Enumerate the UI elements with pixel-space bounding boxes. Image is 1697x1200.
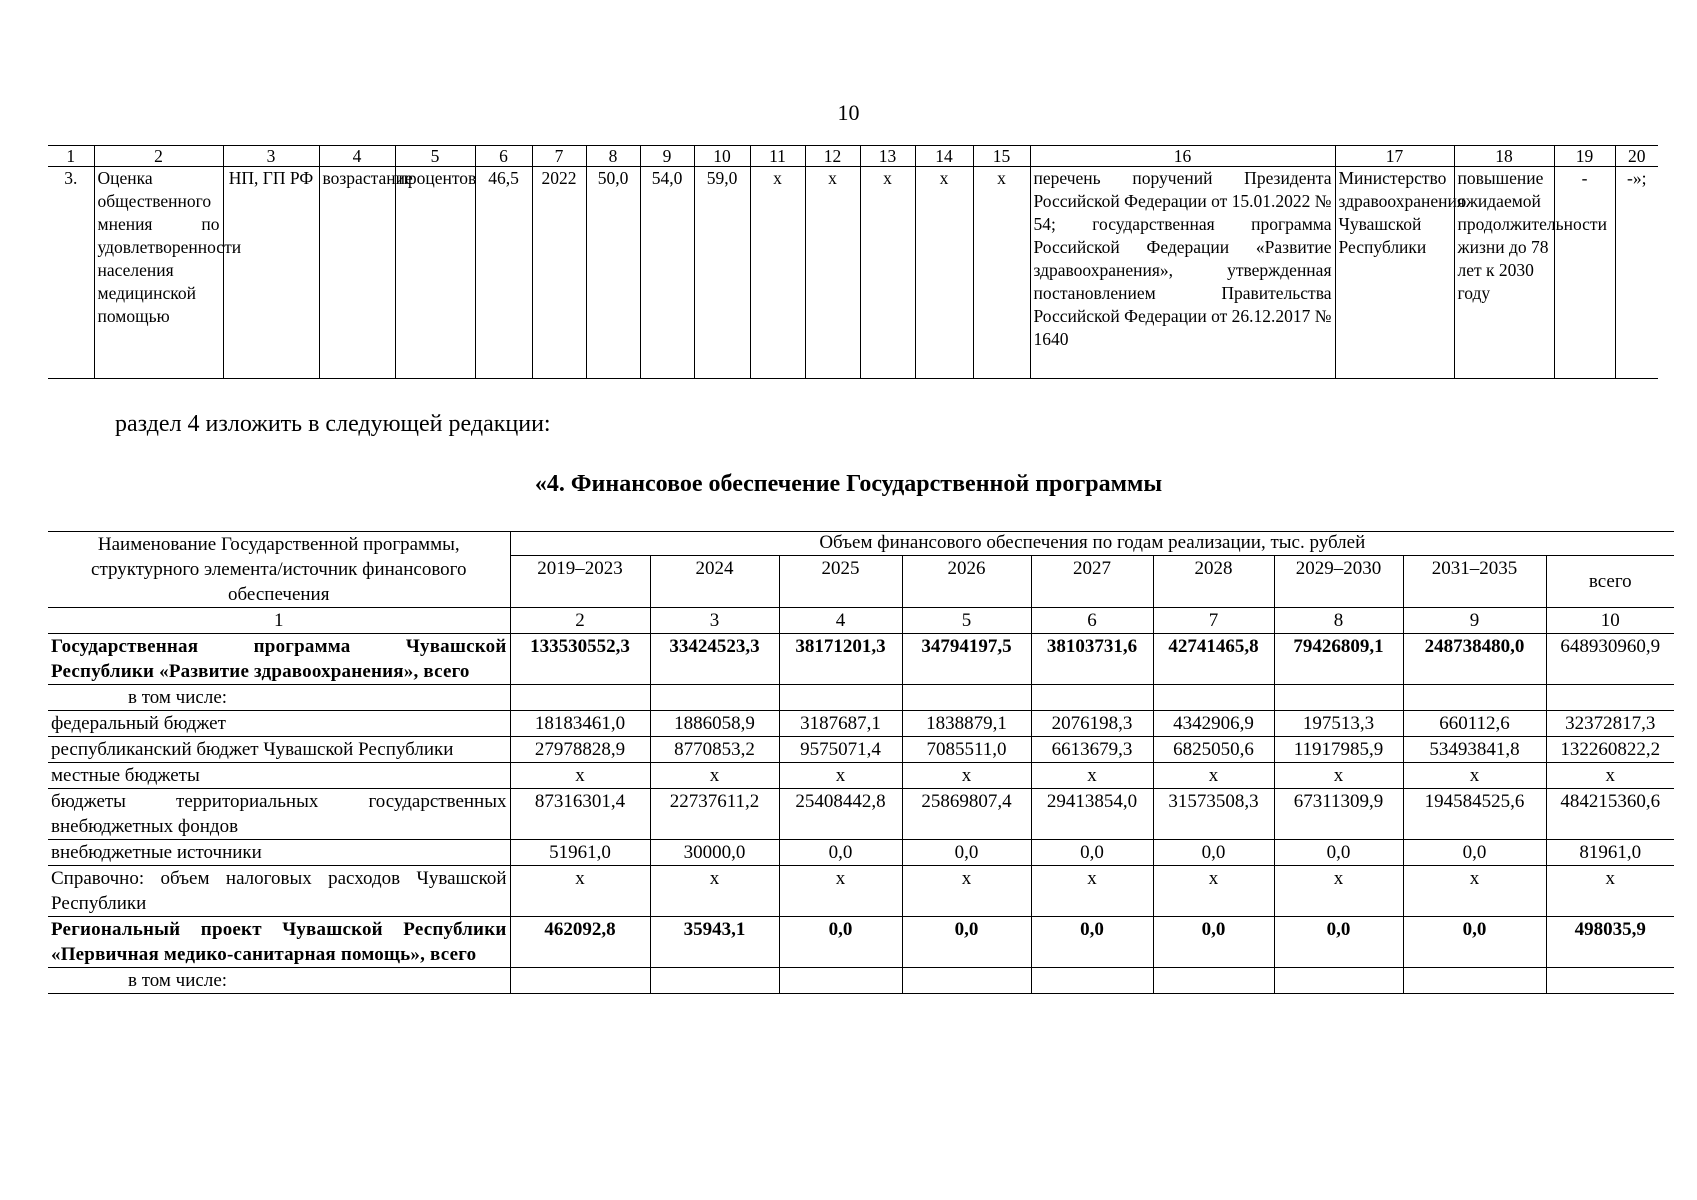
year-header: 2029–2030 bbox=[1274, 556, 1403, 608]
cell-value: 25408442,8 bbox=[779, 789, 902, 840]
cell-value: 1838879,1 bbox=[902, 711, 1031, 737]
cell-value bbox=[650, 685, 779, 711]
federal-budget-row bbox=[48, 711, 1674, 737]
cell-value: 0,0 bbox=[1031, 840, 1153, 866]
row-label: внебюджетные источники bbox=[48, 840, 510, 866]
col-number: 5 bbox=[395, 146, 475, 167]
col-19-value: - bbox=[1554, 167, 1615, 379]
financing-table bbox=[48, 531, 1674, 994]
extra-budget-row bbox=[48, 840, 1674, 866]
cell-value bbox=[779, 685, 902, 711]
col-number: 10 bbox=[1546, 608, 1674, 634]
col-number: 17 bbox=[1335, 146, 1454, 167]
indicator-direction: возрастание bbox=[319, 167, 395, 379]
cell-value: 29413854,0 bbox=[1031, 789, 1153, 840]
cell-value: 660112,6 bbox=[1403, 711, 1546, 737]
col-number: 2 bbox=[510, 608, 650, 634]
cell-value bbox=[1546, 685, 1674, 711]
col-number: 5 bbox=[902, 608, 1031, 634]
cell-value: 67311309,9 bbox=[1274, 789, 1403, 840]
cell-value: 32372817,3 bbox=[1546, 711, 1674, 737]
base-year: 2022 bbox=[532, 167, 586, 379]
col-number: 8 bbox=[586, 146, 640, 167]
group-header: Объем финансового обеспечения по годам реализации, тыс. рублей bbox=[510, 532, 1674, 556]
cell-value: 1886058,9 bbox=[650, 711, 779, 737]
basis-document: перечень поручений Президента Российской Федерации от 15.01.2022 № 54; государственная программа Российской Федерации «Развитие здравоохранения», утвержденная постановлением Правительства Российской Федерации от 26.12.2017 № 1640 bbox=[1030, 167, 1335, 379]
cell-value: 0,0 bbox=[1403, 840, 1546, 866]
value-2025: 59,0 bbox=[694, 167, 750, 379]
instruction-text: раздел 4 изложить в следующей редакции: bbox=[115, 411, 551, 437]
fin-header-row bbox=[48, 532, 1674, 556]
row-label: местные бюджеты bbox=[48, 763, 510, 789]
cell-value: 248738480,0 bbox=[1403, 634, 1546, 685]
program-total-row bbox=[48, 634, 1674, 685]
indicators-table bbox=[48, 145, 1658, 379]
cell-value: 7085511,0 bbox=[902, 737, 1031, 763]
col-number: 16 bbox=[1030, 146, 1335, 167]
indicator-unit: процентов bbox=[395, 167, 475, 379]
cell-value bbox=[902, 968, 1031, 994]
col-number: 13 bbox=[860, 146, 915, 167]
cell-value: x bbox=[902, 763, 1031, 789]
cell-value: 8770853,2 bbox=[650, 737, 779, 763]
cell-value bbox=[1153, 968, 1274, 994]
cell-value bbox=[510, 968, 650, 994]
section-title: «4. Финансовое обеспечение Государственной программы bbox=[534, 471, 1163, 497]
cell-value bbox=[1153, 685, 1274, 711]
cell-value: 33424523,3 bbox=[650, 634, 779, 685]
cell-value: 81961,0 bbox=[1546, 840, 1674, 866]
col-number: 20 bbox=[1615, 146, 1658, 167]
indicator-row bbox=[48, 167, 1658, 379]
tax-expenses-row bbox=[48, 866, 1674, 917]
cell-value: 3187687,1 bbox=[779, 711, 902, 737]
col-number: 1 bbox=[48, 146, 94, 167]
row-label: федеральный бюджет bbox=[48, 711, 510, 737]
cell-value bbox=[1403, 685, 1546, 711]
cell-value: 9575071,4 bbox=[779, 737, 902, 763]
cell-value: 0,0 bbox=[1274, 840, 1403, 866]
cell-value bbox=[650, 968, 779, 994]
col-number: 1 bbox=[48, 608, 510, 634]
cell-value: 53493841,8 bbox=[1403, 737, 1546, 763]
cell-value: x bbox=[1031, 866, 1153, 917]
cell-value: 0,0 bbox=[902, 840, 1031, 866]
col-number: 3 bbox=[223, 146, 319, 167]
indicator-source: НП, ГП РФ bbox=[223, 167, 319, 379]
col-number: 9 bbox=[640, 146, 694, 167]
cell-value bbox=[1274, 685, 1403, 711]
row-label: Региональный проект Чувашской Республики «Первичная медико-санитарная помощь», всего bbox=[48, 917, 510, 968]
cell-value bbox=[1031, 968, 1153, 994]
col-number: 9 bbox=[1403, 608, 1546, 634]
cell-value bbox=[1031, 685, 1153, 711]
year-header: 2031–2035 bbox=[1403, 556, 1546, 608]
cell-value: x bbox=[1546, 763, 1674, 789]
value-x: x bbox=[860, 167, 915, 379]
value-x: x bbox=[973, 167, 1030, 379]
goal-link: повышение ожидаемой продолжительности жизни до 78 лет к 2030 году bbox=[1454, 167, 1554, 379]
col-number: 18 bbox=[1454, 146, 1554, 167]
territorial-funds-row bbox=[48, 789, 1674, 840]
cell-value: x bbox=[1274, 763, 1403, 789]
cell-value: x bbox=[650, 763, 779, 789]
cell-value: 6613679,3 bbox=[1031, 737, 1153, 763]
cell-value: 498035,9 bbox=[1546, 917, 1674, 968]
row-label: Государственная программа Чувашской Республики «Развитие здравоохранения», всего bbox=[48, 634, 510, 685]
year-header: 2024 bbox=[650, 556, 779, 608]
cell-value: 30000,0 bbox=[650, 840, 779, 866]
col-number: 2 bbox=[94, 146, 223, 167]
col-number: 12 bbox=[805, 146, 860, 167]
cell-value: x bbox=[1153, 866, 1274, 917]
indicator-name: Оценка общественного мнения по удовлетворенности населения медицинской помощью bbox=[94, 167, 223, 379]
cell-value: x bbox=[1274, 866, 1403, 917]
cell-value: 462092,8 bbox=[510, 917, 650, 968]
fin-body bbox=[48, 634, 1674, 994]
cell-value: x bbox=[1031, 763, 1153, 789]
col-number: 4 bbox=[319, 146, 395, 167]
col-number: 10 bbox=[694, 146, 750, 167]
col-number: 6 bbox=[1031, 608, 1153, 634]
cell-value: x bbox=[510, 763, 650, 789]
cell-value: x bbox=[650, 866, 779, 917]
row-label: бюджеты территориальных государственных внебюджетных фондов bbox=[48, 789, 510, 840]
cell-value: 4342906,9 bbox=[1153, 711, 1274, 737]
row-label: Справочно: объем налоговых расходов Чувашской Республики bbox=[48, 866, 510, 917]
cell-value: 194584525,6 bbox=[1403, 789, 1546, 840]
row-label: в том числе: bbox=[48, 685, 510, 711]
cell-value bbox=[902, 685, 1031, 711]
cell-value: 0,0 bbox=[1031, 917, 1153, 968]
value-x: x bbox=[805, 167, 860, 379]
col-number: 4 bbox=[779, 608, 902, 634]
in-that-number-row bbox=[48, 968, 1674, 994]
cell-value: x bbox=[1546, 866, 1674, 917]
cell-value: 42741465,8 bbox=[1153, 634, 1274, 685]
cell-value: x bbox=[779, 866, 902, 917]
republic-budget-row bbox=[48, 737, 1674, 763]
cell-value: x bbox=[779, 763, 902, 789]
value-x: x bbox=[915, 167, 973, 379]
cell-value: 51961,0 bbox=[510, 840, 650, 866]
col-number: 15 bbox=[973, 146, 1030, 167]
cell-value bbox=[1546, 968, 1674, 994]
year-header: всего bbox=[1546, 556, 1674, 608]
col1-header: Наименование Государственной программы, структурного элемента/источник финансового обеспечения bbox=[48, 532, 510, 608]
cell-value: x bbox=[1403, 866, 1546, 917]
cell-value: 31573508,3 bbox=[1153, 789, 1274, 840]
year-header: 2028 bbox=[1153, 556, 1274, 608]
cell-value: 0,0 bbox=[1274, 917, 1403, 968]
cell-value: x bbox=[1153, 763, 1274, 789]
cell-value: 35943,1 bbox=[650, 917, 779, 968]
row-label: в том числе: bbox=[48, 968, 510, 994]
col-number: 8 bbox=[1274, 608, 1403, 634]
in-that-number-row bbox=[48, 685, 1674, 711]
col-number: 19 bbox=[1554, 146, 1615, 167]
cell-value: 0,0 bbox=[779, 917, 902, 968]
cell-value: 2076198,3 bbox=[1031, 711, 1153, 737]
year-header: 2027 bbox=[1031, 556, 1153, 608]
cell-value bbox=[779, 968, 902, 994]
cell-value: 79426809,1 bbox=[1274, 634, 1403, 685]
value-2024: 54,0 bbox=[640, 167, 694, 379]
value-2023: 50,0 bbox=[586, 167, 640, 379]
cell-value: 0,0 bbox=[1153, 917, 1274, 968]
cell-value: x bbox=[902, 866, 1031, 917]
col-number: 7 bbox=[1153, 608, 1274, 634]
cell-value: 34794197,5 bbox=[902, 634, 1031, 685]
cell-value: 38171201,3 bbox=[779, 634, 902, 685]
row-number: 3. bbox=[48, 167, 94, 379]
cell-value bbox=[1403, 968, 1546, 994]
col-number: 11 bbox=[750, 146, 805, 167]
cell-value: 6825050,6 bbox=[1153, 737, 1274, 763]
col-number: 3 bbox=[650, 608, 779, 634]
col-number: 14 bbox=[915, 146, 973, 167]
cell-value: 22737611,2 bbox=[650, 789, 779, 840]
year-header: 2025 bbox=[779, 556, 902, 608]
cell-value: 132260822,2 bbox=[1546, 737, 1674, 763]
cell-value: x bbox=[1403, 763, 1546, 789]
cell-value: 133530552,3 bbox=[510, 634, 650, 685]
cell-value: 18183461,0 bbox=[510, 711, 650, 737]
cell-value: 87316301,4 bbox=[510, 789, 650, 840]
cell-value: 0,0 bbox=[902, 917, 1031, 968]
cell-value: 38103731,6 bbox=[1031, 634, 1153, 685]
page-number: 10 bbox=[837, 100, 860, 125]
responsible-body: Министерство здравоохранения Чувашской Республики bbox=[1335, 167, 1454, 379]
year-header: 2019–2023 bbox=[510, 556, 650, 608]
cell-value: 484215360,6 bbox=[1546, 789, 1674, 840]
cell-value: 27978828,9 bbox=[510, 737, 650, 763]
cell-value: 197513,3 bbox=[1274, 711, 1403, 737]
cell-value: 0,0 bbox=[1153, 840, 1274, 866]
col-number: 6 bbox=[475, 146, 532, 167]
indicators-header-row bbox=[48, 146, 1658, 167]
cell-value bbox=[1274, 968, 1403, 994]
base-value: 46,5 bbox=[475, 167, 532, 379]
regional-project-row bbox=[48, 917, 1674, 968]
local-budgets-row bbox=[48, 763, 1674, 789]
cell-value: 648930960,9 bbox=[1546, 634, 1674, 685]
col-20-value: -»; bbox=[1615, 167, 1658, 379]
cell-value: 11917985,9 bbox=[1274, 737, 1403, 763]
col-number: 7 bbox=[532, 146, 586, 167]
cell-value: 25869807,4 bbox=[902, 789, 1031, 840]
col-numbers-row bbox=[48, 608, 1674, 634]
cell-value: x bbox=[510, 866, 650, 917]
cell-value: 0,0 bbox=[1403, 917, 1546, 968]
cell-value bbox=[510, 685, 650, 711]
value-x: x bbox=[750, 167, 805, 379]
row-label: республиканский бюджет Чувашской Республики bbox=[48, 737, 510, 763]
year-header: 2026 bbox=[902, 556, 1031, 608]
cell-value: 0,0 bbox=[779, 840, 902, 866]
